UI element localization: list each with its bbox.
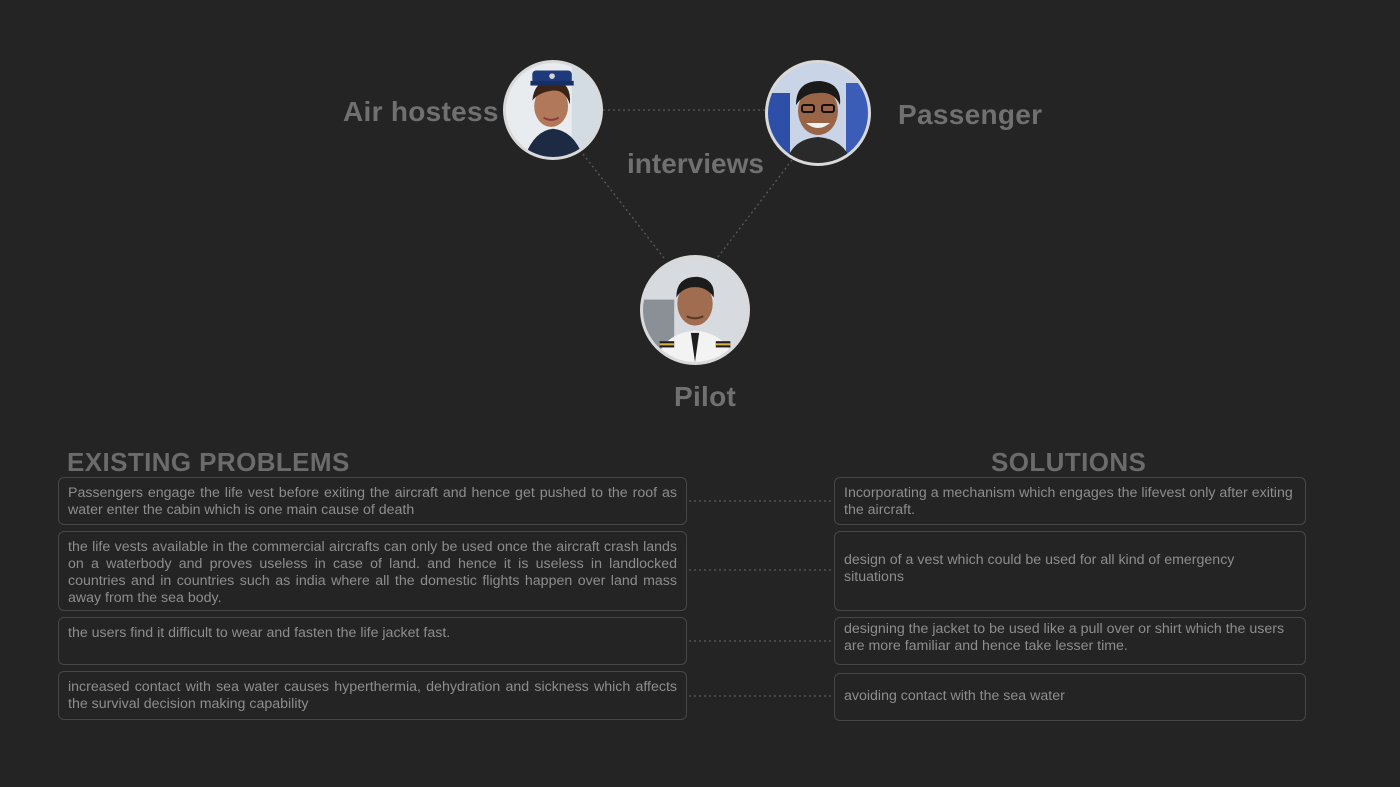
problem-card: Passengers engage the life vest before exiting the aircraft and hence get pushed to the roof as water enter the cabin which is one main cause of death (58, 477, 687, 525)
solutions-heading: SOLUTIONS (991, 447, 1147, 477)
solution-card: design of a vest which could be used for all kind of emergency situations (834, 531, 1306, 611)
pilot-label: Pilot (674, 381, 737, 412)
air-hostess-avatar (503, 60, 603, 160)
passenger-avatar (765, 60, 871, 166)
solution-card: designing the jacket to be used like a pull over or shirt which the users are more familiar and hence take lesser time. (834, 617, 1306, 665)
problem-card: increased contact with sea water causes hyperthermia, dehydration and sickness which affects the survival decision making capability (58, 671, 687, 720)
passenger-portrait-icon (768, 63, 868, 163)
problem-card: the users find it difficult to wear and fasten the life jacket fast. (58, 617, 687, 665)
solution-card: Incorporating a mechanism which engages the lifevest only after exiting the aircraft. (834, 477, 1306, 525)
air-hostess-label: Air hostess (343, 96, 499, 127)
problem-card: the life vests available in the commercial aircrafts can only be used once the aircraft crash lands on a waterbody and proves useless in case of land. and hence it is useless in landlocked countries and in countries such as india where all the domestic flights happen over land mass away from the sea body. (58, 531, 687, 611)
pilot-portrait-icon (643, 258, 747, 362)
solution-card: avoiding contact with the sea water (834, 673, 1306, 721)
passenger-label: Passenger (898, 99, 1043, 130)
existing-problems-heading: EXISTING PROBLEMS (67, 447, 350, 477)
interviews-label: interviews (627, 148, 764, 179)
pilot-avatar (640, 255, 750, 365)
air-hostess-portrait-icon (506, 63, 600, 157)
